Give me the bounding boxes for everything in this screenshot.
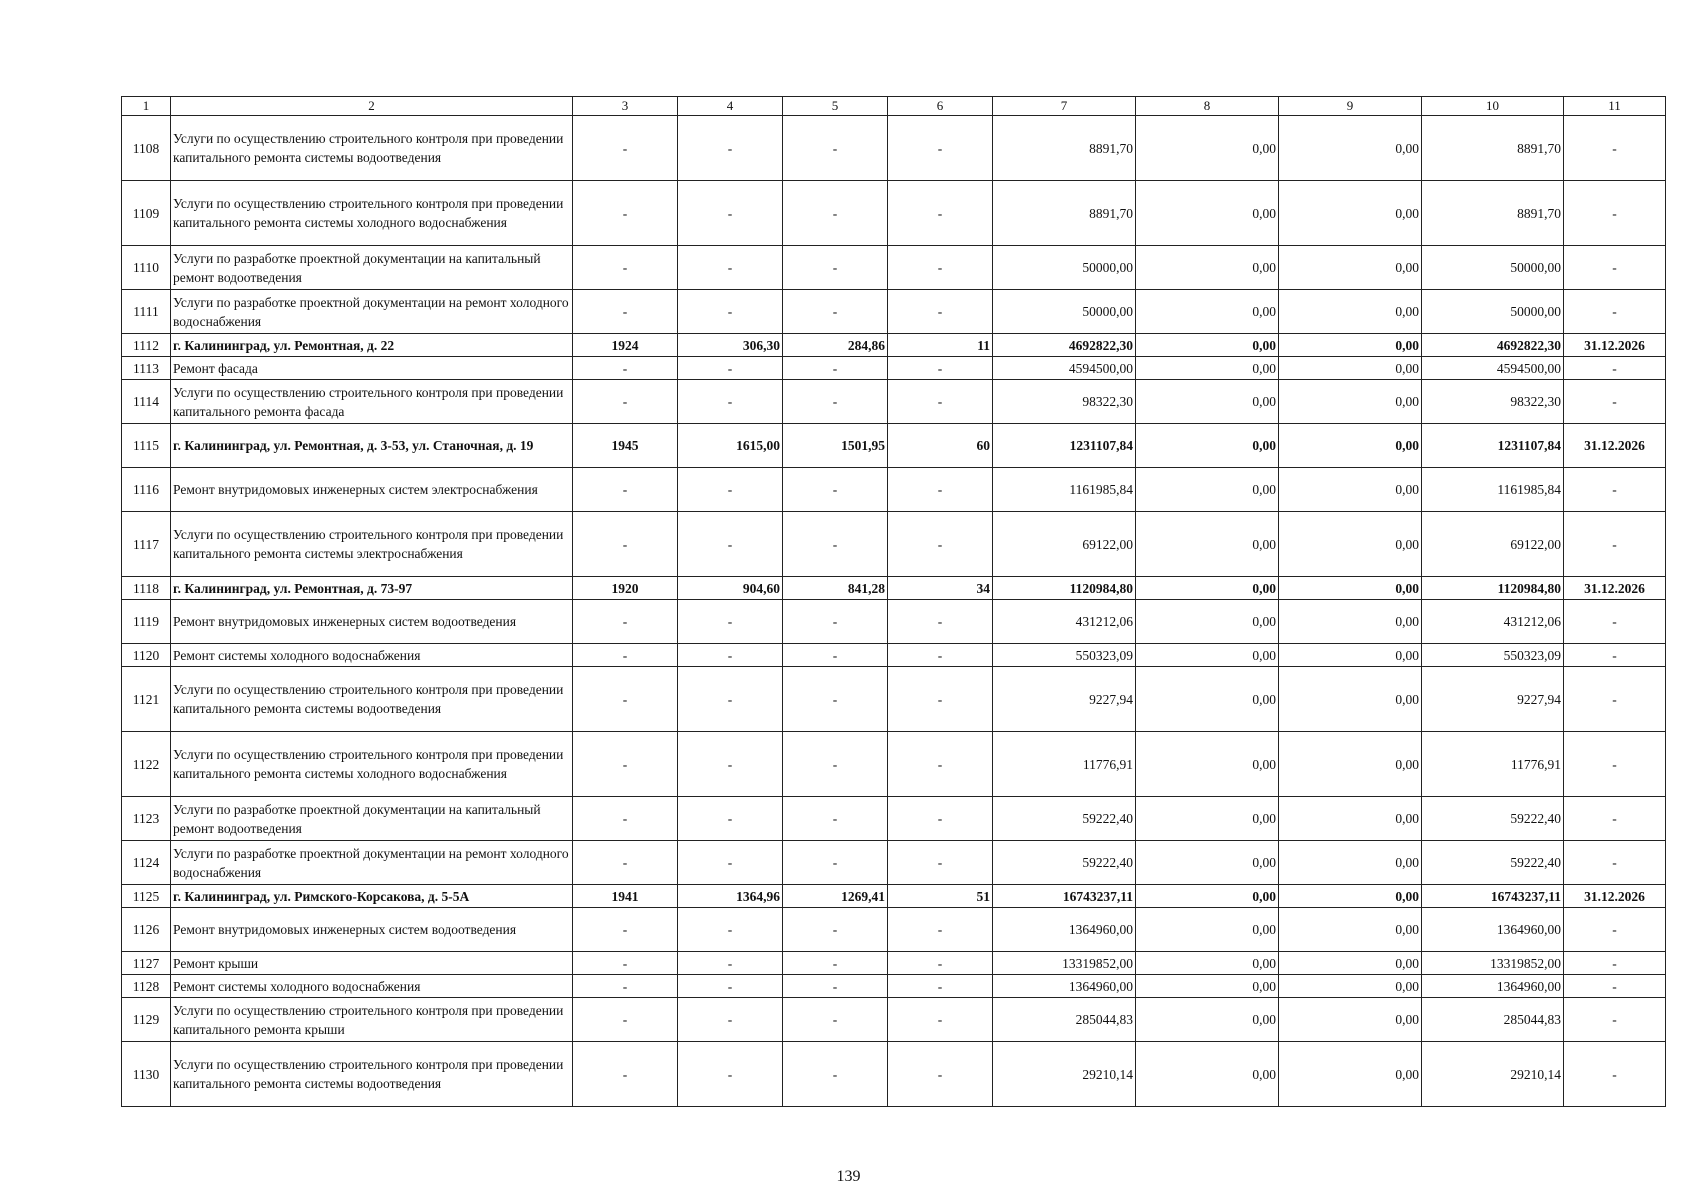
cell-col-8: 0,00 [1136, 577, 1279, 600]
cell-col-9: 0,00 [1279, 600, 1422, 644]
cell-col-4: - [678, 908, 783, 952]
cell-col-11: - [1564, 600, 1666, 644]
cell-col-5: - [783, 468, 888, 512]
cell-col-10: 1120984,80 [1422, 577, 1564, 600]
cell-col-7: 285044,83 [993, 998, 1136, 1042]
cell-col-7: 1364960,00 [993, 975, 1136, 998]
table-row [122, 577, 1666, 600]
cell-col-7: 1364960,00 [993, 908, 1136, 952]
cell-col-9: 0,00 [1279, 885, 1422, 908]
cell-col-9: 0,00 [1279, 667, 1422, 732]
table-row [122, 885, 1666, 908]
cell-col-6: 60 [888, 424, 993, 468]
cell-col-6: - [888, 667, 993, 732]
cell-col-4: 904,60 [678, 577, 783, 600]
cell-col-7: 431212,06 [993, 600, 1136, 644]
cell-col-5: - [783, 797, 888, 841]
cell-col-3: - [573, 667, 678, 732]
cell-col-11: 31.12.2026 [1564, 334, 1666, 357]
cell-col-3: - [573, 797, 678, 841]
cell-col-8: 0,00 [1136, 380, 1279, 424]
cell-col-6: - [888, 290, 993, 334]
cell-col-5: 284,86 [783, 334, 888, 357]
row-number: 1110 [122, 246, 171, 290]
cell-col-10: 13319852,00 [1422, 952, 1564, 975]
cell-col-5: - [783, 380, 888, 424]
cell-col-6: - [888, 732, 993, 797]
cell-col-6: - [888, 357, 993, 380]
cell-col-11: - [1564, 246, 1666, 290]
cell-col-10: 4692822,30 [1422, 334, 1564, 357]
cell-col-3: - [573, 380, 678, 424]
cell-col-4: - [678, 667, 783, 732]
row-number: 1123 [122, 797, 171, 841]
cell-col-5: - [783, 357, 888, 380]
cell-col-8: 0,00 [1136, 600, 1279, 644]
cell-col-9: 0,00 [1279, 290, 1422, 334]
cell-col-8: 0,00 [1136, 975, 1279, 998]
cell-col-6: 11 [888, 334, 993, 357]
cell-col-5: - [783, 1042, 888, 1107]
cell-col-10: 59222,40 [1422, 797, 1564, 841]
table-row [122, 246, 1666, 290]
work-description: г. Калининград, ул. Римского-Корсакова, д. 5-5А [171, 885, 573, 908]
cell-col-10: 431212,06 [1422, 600, 1564, 644]
repair-program-table [121, 96, 1666, 1107]
cell-col-11: - [1564, 952, 1666, 975]
table-row [122, 468, 1666, 512]
work-description: г. Калининград, ул. Ремонтная, д. 22 [171, 334, 573, 357]
cell-col-5: - [783, 512, 888, 577]
cell-col-3: 1941 [573, 885, 678, 908]
cell-col-7: 29210,14 [993, 1042, 1136, 1107]
cell-col-9: 0,00 [1279, 1042, 1422, 1107]
cell-col-10: 69122,00 [1422, 512, 1564, 577]
cell-col-9: 0,00 [1279, 357, 1422, 380]
cell-col-6: - [888, 998, 993, 1042]
cell-col-11: - [1564, 380, 1666, 424]
cell-col-8: 0,00 [1136, 841, 1279, 885]
cell-col-10: 9227,94 [1422, 667, 1564, 732]
row-number: 1112 [122, 334, 171, 357]
cell-col-10: 50000,00 [1422, 246, 1564, 290]
cell-col-4: - [678, 1042, 783, 1107]
work-description: Услуги по осуществлению строительного контроля при проведении капитального ремонта системы водоотведения [171, 1042, 573, 1107]
work-description: г. Калининград, ул. Ремонтная, д. 73-97 [171, 577, 573, 600]
cell-col-6: - [888, 246, 993, 290]
cell-col-3: 1945 [573, 424, 678, 468]
row-number: 1124 [122, 841, 171, 885]
cell-col-10: 11776,91 [1422, 732, 1564, 797]
row-number: 1114 [122, 380, 171, 424]
cell-col-11: - [1564, 667, 1666, 732]
work-description: Ремонт крыши [171, 952, 573, 975]
cell-col-5: - [783, 116, 888, 181]
cell-col-7: 8891,70 [993, 116, 1136, 181]
cell-col-10: 1364960,00 [1422, 975, 1564, 998]
cell-col-5: - [783, 975, 888, 998]
cell-col-6: 34 [888, 577, 993, 600]
table-row [122, 1042, 1666, 1107]
cell-col-9: 0,00 [1279, 424, 1422, 468]
cell-col-7: 1231107,84 [993, 424, 1136, 468]
cell-col-8: 0,00 [1136, 116, 1279, 181]
cell-col-8: 0,00 [1136, 952, 1279, 975]
cell-col-11: 31.12.2026 [1564, 424, 1666, 468]
work-description: Ремонт системы холодного водоснабжения [171, 644, 573, 667]
cell-col-11: - [1564, 797, 1666, 841]
cell-col-9: 0,00 [1279, 334, 1422, 357]
work-description: Ремонт системы холодного водоснабжения [171, 975, 573, 998]
work-description: Ремонт фасада [171, 357, 573, 380]
work-description: Услуги по осуществлению строительного контроля при проведении капитального ремонта системы холодного водоснабжения [171, 732, 573, 797]
table-row [122, 116, 1666, 181]
table-row [122, 998, 1666, 1042]
cell-col-6: - [888, 797, 993, 841]
table-row [122, 334, 1666, 357]
cell-col-4: - [678, 975, 783, 998]
cell-col-6: - [888, 512, 993, 577]
table-row [122, 841, 1666, 885]
row-number: 1128 [122, 975, 171, 998]
row-number: 1108 [122, 116, 171, 181]
cell-col-4: - [678, 998, 783, 1042]
cell-col-9: 0,00 [1279, 797, 1422, 841]
cell-col-4: - [678, 380, 783, 424]
row-number: 1129 [122, 998, 171, 1042]
cell-col-5: - [783, 246, 888, 290]
cell-col-5: - [783, 732, 888, 797]
cell-col-9: 0,00 [1279, 181, 1422, 246]
cell-col-11: 31.12.2026 [1564, 577, 1666, 600]
row-number: 1116 [122, 468, 171, 512]
row-number: 1118 [122, 577, 171, 600]
column-header: 11 [1564, 97, 1666, 116]
cell-col-7: 59222,40 [993, 841, 1136, 885]
column-header: 4 [678, 97, 783, 116]
cell-col-10: 59222,40 [1422, 841, 1564, 885]
cell-col-9: 0,00 [1279, 512, 1422, 577]
column-header: 3 [573, 97, 678, 116]
cell-col-9: 0,00 [1279, 644, 1422, 667]
cell-col-3: - [573, 290, 678, 334]
cell-col-11: - [1564, 357, 1666, 380]
cell-col-7: 4594500,00 [993, 357, 1136, 380]
cell-col-7: 16743237,11 [993, 885, 1136, 908]
cell-col-3: - [573, 600, 678, 644]
cell-col-10: 285044,83 [1422, 998, 1564, 1042]
cell-col-9: 0,00 [1279, 246, 1422, 290]
row-number: 1111 [122, 290, 171, 334]
cell-col-11: - [1564, 116, 1666, 181]
work-description: Услуги по разработке проектной документации на капитальный ремонт водоотведения [171, 797, 573, 841]
cell-col-8: 0,00 [1136, 797, 1279, 841]
cell-col-10: 1231107,84 [1422, 424, 1564, 468]
cell-col-11: - [1564, 998, 1666, 1042]
row-number: 1117 [122, 512, 171, 577]
cell-col-11: - [1564, 290, 1666, 334]
cell-col-6: 51 [888, 885, 993, 908]
cell-col-4: 1364,96 [678, 885, 783, 908]
cell-col-7: 50000,00 [993, 246, 1136, 290]
cell-col-8: 0,00 [1136, 334, 1279, 357]
cell-col-6: - [888, 952, 993, 975]
cell-col-4: - [678, 116, 783, 181]
cell-col-3: - [573, 644, 678, 667]
cell-col-6: - [888, 644, 993, 667]
table-row [122, 952, 1666, 975]
cell-col-5: 1501,95 [783, 424, 888, 468]
cell-col-10: 29210,14 [1422, 1042, 1564, 1107]
row-number: 1113 [122, 357, 171, 380]
cell-col-4: - [678, 841, 783, 885]
cell-col-5: - [783, 841, 888, 885]
cell-col-5: - [783, 181, 888, 246]
row-number: 1121 [122, 667, 171, 732]
cell-col-9: 0,00 [1279, 841, 1422, 885]
cell-col-7: 9227,94 [993, 667, 1136, 732]
row-number: 1119 [122, 600, 171, 644]
work-description: Ремонт внутридомовых инженерных систем электроснабжения [171, 468, 573, 512]
cell-col-4: - [678, 512, 783, 577]
cell-col-4: - [678, 732, 783, 797]
cell-col-11: 31.12.2026 [1564, 885, 1666, 908]
cell-col-4: - [678, 952, 783, 975]
cell-col-6: - [888, 380, 993, 424]
cell-col-11: - [1564, 732, 1666, 797]
column-header: 2 [171, 97, 573, 116]
cell-col-3: - [573, 1042, 678, 1107]
column-header: 7 [993, 97, 1136, 116]
cell-col-3: 1924 [573, 334, 678, 357]
column-header: 10 [1422, 97, 1564, 116]
cell-col-11: - [1564, 644, 1666, 667]
cell-col-8: 0,00 [1136, 667, 1279, 732]
cell-col-10: 4594500,00 [1422, 357, 1564, 380]
cell-col-8: 0,00 [1136, 181, 1279, 246]
column-header: 1 [122, 97, 171, 116]
cell-col-8: 0,00 [1136, 512, 1279, 577]
row-number: 1130 [122, 1042, 171, 1107]
page-number: 139 [836, 1168, 861, 1185]
row-number: 1126 [122, 908, 171, 952]
cell-col-5: 841,28 [783, 577, 888, 600]
cell-col-3: - [573, 841, 678, 885]
cell-col-6: - [888, 1042, 993, 1107]
cell-col-8: 0,00 [1136, 290, 1279, 334]
cell-col-3: - [573, 357, 678, 380]
cell-col-9: 0,00 [1279, 908, 1422, 952]
cell-col-4: 306,30 [678, 334, 783, 357]
work-description: Услуги по осуществлению строительного контроля при проведении капитального ремонта системы водоотведения [171, 116, 573, 181]
cell-col-6: - [888, 975, 993, 998]
cell-col-6: - [888, 841, 993, 885]
cell-col-9: 0,00 [1279, 380, 1422, 424]
row-number: 1125 [122, 885, 171, 908]
cell-col-9: 0,00 [1279, 468, 1422, 512]
cell-col-6: - [888, 908, 993, 952]
cell-col-8: 0,00 [1136, 885, 1279, 908]
cell-col-5: 1269,41 [783, 885, 888, 908]
cell-col-6: - [888, 116, 993, 181]
work-description: Услуги по осуществлению строительного контроля при проведении капитального ремонта фасада [171, 380, 573, 424]
table-row [122, 424, 1666, 468]
cell-col-7: 550323,09 [993, 644, 1136, 667]
cell-col-9: 0,00 [1279, 952, 1422, 975]
table-row [122, 644, 1666, 667]
cell-col-3: 1920 [573, 577, 678, 600]
column-header: 5 [783, 97, 888, 116]
cell-col-11: - [1564, 468, 1666, 512]
work-description: Услуги по осуществлению строительного контроля при проведении капитального ремонта системы холодного водоснабжения [171, 181, 573, 246]
work-description: Услуги по разработке проектной документации на ремонт холодного водоснабжения [171, 841, 573, 885]
cell-col-6: - [888, 468, 993, 512]
cell-col-5: - [783, 644, 888, 667]
work-description: Ремонт внутридомовых инженерных систем водоотведения [171, 600, 573, 644]
row-number: 1122 [122, 732, 171, 797]
cell-col-11: - [1564, 181, 1666, 246]
cell-col-5: - [783, 290, 888, 334]
table-row [122, 908, 1666, 952]
cell-col-7: 1161985,84 [993, 468, 1136, 512]
table-row [122, 975, 1666, 998]
cell-col-4: - [678, 797, 783, 841]
cell-col-10: 8891,70 [1422, 181, 1564, 246]
work-description: г. Калининград, ул. Ремонтная, д. 3-53, ул. Станочная, д. 19 [171, 424, 573, 468]
cell-col-3: - [573, 975, 678, 998]
work-description: Услуги по осуществлению строительного контроля при проведении капитального ремонта системы водоотведения [171, 667, 573, 732]
table-row [122, 290, 1666, 334]
cell-col-3: - [573, 998, 678, 1042]
cell-col-11: - [1564, 975, 1666, 998]
cell-col-5: - [783, 998, 888, 1042]
table-row [122, 357, 1666, 380]
cell-col-11: - [1564, 908, 1666, 952]
cell-col-11: - [1564, 1042, 1666, 1107]
table-row [122, 732, 1666, 797]
cell-col-4: - [678, 600, 783, 644]
cell-col-8: 0,00 [1136, 357, 1279, 380]
column-header: 9 [1279, 97, 1422, 116]
table-row [122, 181, 1666, 246]
cell-col-8: 0,00 [1136, 1042, 1279, 1107]
work-description: Ремонт внутридомовых инженерных систем водоотведения [171, 908, 573, 952]
cell-col-3: - [573, 512, 678, 577]
work-description: Услуги по разработке проектной документации на капитальный ремонт водоотведения [171, 246, 573, 290]
cell-col-7: 1120984,80 [993, 577, 1136, 600]
cell-col-7: 8891,70 [993, 181, 1136, 246]
column-number-row [122, 97, 1666, 116]
table-body [122, 116, 1666, 1107]
cell-col-4: 1615,00 [678, 424, 783, 468]
work-description: Услуги по разработке проектной документации на ремонт холодного водоснабжения [171, 290, 573, 334]
cell-col-6: - [888, 181, 993, 246]
cell-col-3: - [573, 732, 678, 797]
cell-col-5: - [783, 952, 888, 975]
table-row [122, 600, 1666, 644]
work-description: Услуги по осуществлению строительного контроля при проведении капитального ремонта системы электроснабжения [171, 512, 573, 577]
cell-col-10: 50000,00 [1422, 290, 1564, 334]
cell-col-5: - [783, 600, 888, 644]
cell-col-7: 4692822,30 [993, 334, 1136, 357]
table-row [122, 667, 1666, 732]
cell-col-7: 98322,30 [993, 380, 1136, 424]
cell-col-10: 98322,30 [1422, 380, 1564, 424]
cell-col-8: 0,00 [1136, 246, 1279, 290]
cell-col-7: 11776,91 [993, 732, 1136, 797]
cell-col-9: 0,00 [1279, 577, 1422, 600]
row-number: 1115 [122, 424, 171, 468]
cell-col-5: - [783, 908, 888, 952]
table-row [122, 797, 1666, 841]
cell-col-8: 0,00 [1136, 468, 1279, 512]
cell-col-10: 1364960,00 [1422, 908, 1564, 952]
row-number: 1127 [122, 952, 171, 975]
cell-col-7: 13319852,00 [993, 952, 1136, 975]
cell-col-8: 0,00 [1136, 644, 1279, 667]
cell-col-10: 1161985,84 [1422, 468, 1564, 512]
cell-col-4: - [678, 290, 783, 334]
cell-col-10: 8891,70 [1422, 116, 1564, 181]
cell-col-4: - [678, 644, 783, 667]
cell-col-3: - [573, 468, 678, 512]
cell-col-3: - [573, 116, 678, 181]
cell-col-4: - [678, 246, 783, 290]
cell-col-11: - [1564, 512, 1666, 577]
cell-col-3: - [573, 908, 678, 952]
column-header: 8 [1136, 97, 1279, 116]
cell-col-4: - [678, 357, 783, 380]
cell-col-5: - [783, 667, 888, 732]
cell-col-3: - [573, 952, 678, 975]
row-number: 1109 [122, 181, 171, 246]
cell-col-7: 50000,00 [993, 290, 1136, 334]
cell-col-3: - [573, 246, 678, 290]
cell-col-7: 59222,40 [993, 797, 1136, 841]
work-description: Услуги по осуществлению строительного контроля при проведении капитального ремонта крыши [171, 998, 573, 1042]
cell-col-9: 0,00 [1279, 732, 1422, 797]
cell-col-9: 0,00 [1279, 116, 1422, 181]
cell-col-8: 0,00 [1136, 998, 1279, 1042]
cell-col-4: - [678, 181, 783, 246]
cell-col-8: 0,00 [1136, 732, 1279, 797]
table-row [122, 380, 1666, 424]
cell-col-8: 0,00 [1136, 424, 1279, 468]
row-number: 1120 [122, 644, 171, 667]
cell-col-10: 16743237,11 [1422, 885, 1564, 908]
table-row [122, 512, 1666, 577]
cell-col-10: 550323,09 [1422, 644, 1564, 667]
column-header: 6 [888, 97, 993, 116]
cell-col-4: - [678, 468, 783, 512]
cell-col-7: 69122,00 [993, 512, 1136, 577]
cell-col-8: 0,00 [1136, 908, 1279, 952]
cell-col-11: - [1564, 841, 1666, 885]
cell-col-3: - [573, 181, 678, 246]
cell-col-9: 0,00 [1279, 998, 1422, 1042]
cell-col-6: - [888, 600, 993, 644]
cell-col-9: 0,00 [1279, 975, 1422, 998]
